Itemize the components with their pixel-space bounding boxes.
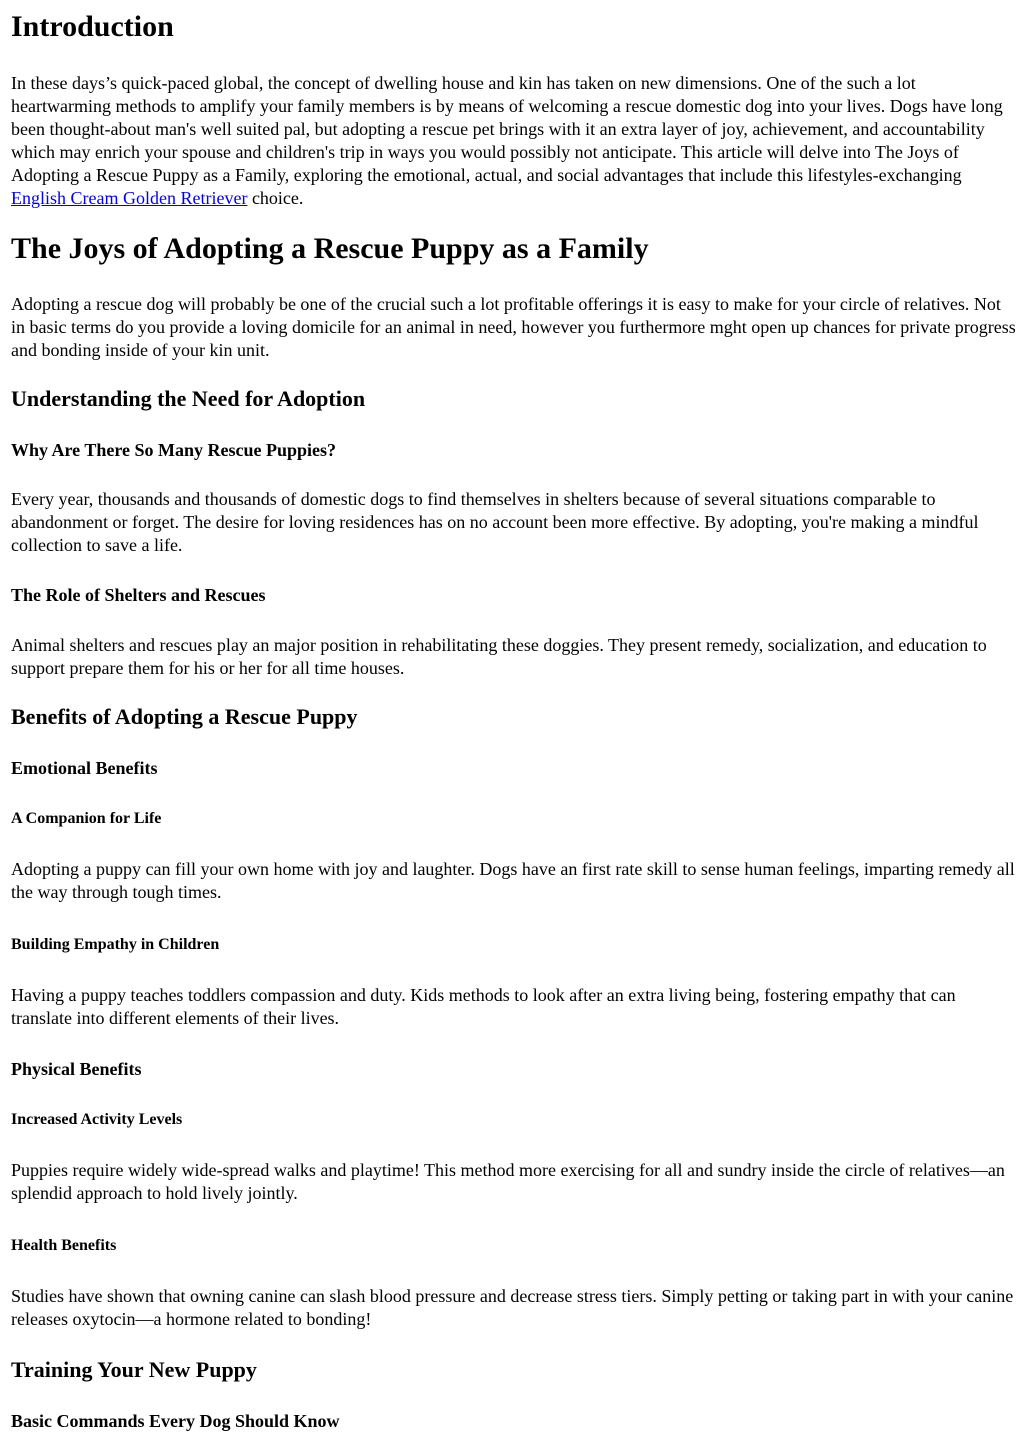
shelters-role-heading: The Role of Shelters and Rescues (11, 585, 266, 605)
companion-for-life-heading: A Companion for Life (11, 810, 162, 827)
intro-text-after-link: choice. (247, 188, 304, 208)
intro-paragraph (11, 72, 1016, 210)
article (11, 10, 1016, 1432)
health-benefits-paragraph: Studies have shown that owning canine can slash blood pressure and decrease stress tiers. Simply petting or taking part in with your canine releases oxytocin—a hormone related to bonding! (11, 1286, 1014, 1329)
benefits-heading: Benefits of Adopting a Rescue Puppy (11, 704, 358, 729)
emotional-benefits-heading: Emotional Benefits (11, 758, 158, 778)
building-empathy-heading: Building Empathy in Children (11, 936, 220, 953)
building-empathy-paragraph: Having a puppy teaches toddlers compassion and duty. Kids methods to look after an extra living being, fostering empathy that can translate into different elements of their lives. (11, 985, 956, 1028)
increased-activity-heading: Increased Activity Levels (11, 1111, 183, 1128)
joys-paragraph: Adopting a rescue dog will probably be one of the crucial such a lot profitable offerings it is easy to make for your circle of relatives. Not in basic terms do you provide a loving domicile for an animal in need, however you furthermore mght open up chances for private progress and bonding inside of your kin unit. (11, 294, 1016, 360)
english-cream-golden-retriever-link[interactable]: English Cream Golden Retriever (11, 188, 248, 208)
shelters-role-paragraph: Animal shelters and rescues play an major position in rehabilitating these doggies. They present remedy, socialization, and education to support prepare them for his or her for all time houses. (11, 635, 987, 678)
physical-benefits-heading: Physical Benefits (11, 1059, 142, 1079)
basic-commands-heading: Basic Commands Every Dog Should Know (11, 1411, 340, 1431)
health-benefits-heading: Health Benefits (11, 1237, 117, 1254)
joys-heading: The Joys of Adopting a Rescue Puppy as a Family (11, 232, 649, 265)
increased-activity-paragraph: Puppies require widely wide-spread walks and playtime! This method more exercising for all and sundry inside the circle of relatives—an splendid approach to hold lively jointly. (11, 1160, 1005, 1203)
why-rescue-puppies-heading: Why Are There So Many Rescue Puppies? (11, 440, 337, 460)
intro-heading: Introduction (11, 10, 174, 43)
why-rescue-puppies-paragraph: Every year, thousands and thousands of domestic dogs to find themselves in shelters because of several situations comparable to abandonment or forget. The desire for loving residences has on no account been more effective. By adopting, you're making a mindful collection to save a life. (11, 489, 979, 555)
companion-for-life-paragraph: Adopting a puppy can fill your own home with joy and laughter. Dogs have an first rate skill to sense human feelings, imparting remedy all the way through tough times. (11, 859, 1015, 902)
need-heading: Understanding the Need for Adoption (11, 386, 366, 411)
training-heading: Training Your New Puppy (11, 1357, 257, 1382)
intro-text-before-link: In these days’s quick-paced global, the concept of dwelling house and kin has taken on new dimensions. One of the such a lot heartwarming methods to amplify your family members is by means of welcoming a rescue domestic dog into your lives. Dogs have long been thought-about man's well suited pal, but adopting a rescue pet brings with it an extra layer of joy, achievement, and accountability which may enrich your spouse and children's trip in ways you would possibly not anticipate. This article will delve into The Joys of Adopting a Rescue Puppy as a Family, exploring the emotional, actual, and social advantages that include this lifestyles-exchanging (11, 73, 1003, 185)
